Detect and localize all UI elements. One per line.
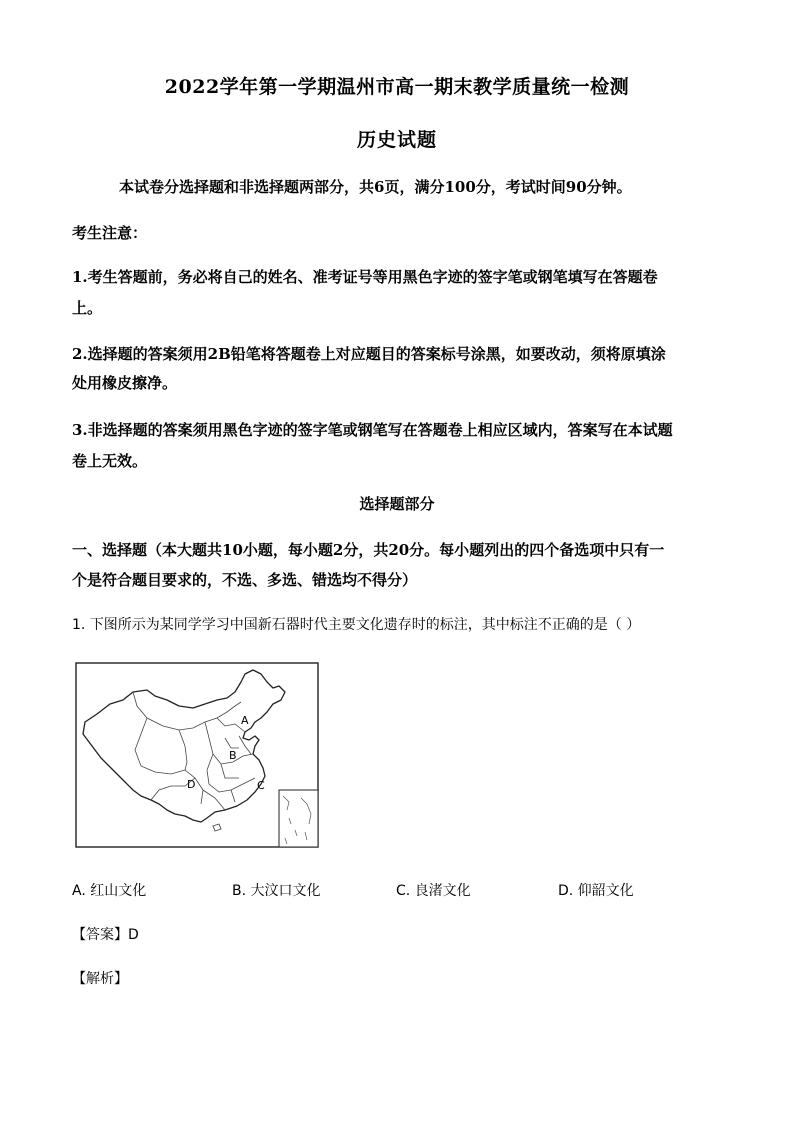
exam-intro: 本试卷分选择题和非选择题两部分，共6页，满分100分，考试时间90分钟。 — [119, 178, 632, 196]
answer-label: 【答案】 — [72, 927, 128, 943]
map-label-d: D — [187, 778, 196, 791]
option-b[interactable]: B. 大汶口文化 — [232, 883, 321, 899]
analysis-label: 【解析】 — [72, 971, 128, 987]
notice-item-3-line-2: 卷上无效。 — [72, 452, 148, 470]
notice-item-1-line-1: 1.考生答题前，务必将自己的姓名、准考证号等用黑色字迹的签字笔或钢笔填写在答题卷 — [72, 268, 658, 286]
notice-heading: 考生注意： — [72, 224, 148, 242]
option-c[interactable]: C. 良渚文化 — [396, 883, 471, 899]
exam-title: 2022学年第一学期温州市高一期末教学质量统一检测 — [164, 76, 630, 98]
section-heading-line-2: 个是符合题目要求的，不选、多选、错选均不得分） — [72, 571, 418, 589]
answer-value: D — [128, 927, 139, 943]
map-label-b: B — [229, 749, 237, 762]
china-map-figure — [75, 662, 321, 852]
option-a[interactable]: A. 红山文化 — [72, 883, 147, 899]
option-d[interactable]: D. 仰韶文化 — [558, 883, 634, 899]
map-label-a: A — [241, 714, 249, 727]
notice-item-2-line-1: 2.选择题的答案须用2B铅笔将答题卷上对应题目的答案标号涂黑，如要改动，须将原填涂 — [72, 345, 666, 363]
notice-item-1-line-2: 上。 — [72, 299, 103, 317]
section-title: 选择题部分 — [359, 495, 435, 513]
section-heading-line-1: 一、选择题（本大题共10小题，每小题2分，共20分。每小题列出的四个备选项中只有一 — [72, 541, 665, 559]
exam-subject-title: 历史试题 — [356, 129, 437, 151]
map-label-c: C — [257, 779, 265, 792]
question-1-text: 1. 下图所示为某同学学习中国新石器时代主要文化遗存时的标注，其中标注不正确的是（ ） — [72, 617, 641, 633]
notice-item-3-line-1: 3.非选择题的答案须用黑色字迹的签字笔或钢笔写在答题卷上相应区域内，答案写在本试题 — [72, 421, 673, 439]
notice-item-2-line-2: 处用橡皮擦净。 — [72, 374, 178, 392]
answer-line — [72, 924, 139, 944]
